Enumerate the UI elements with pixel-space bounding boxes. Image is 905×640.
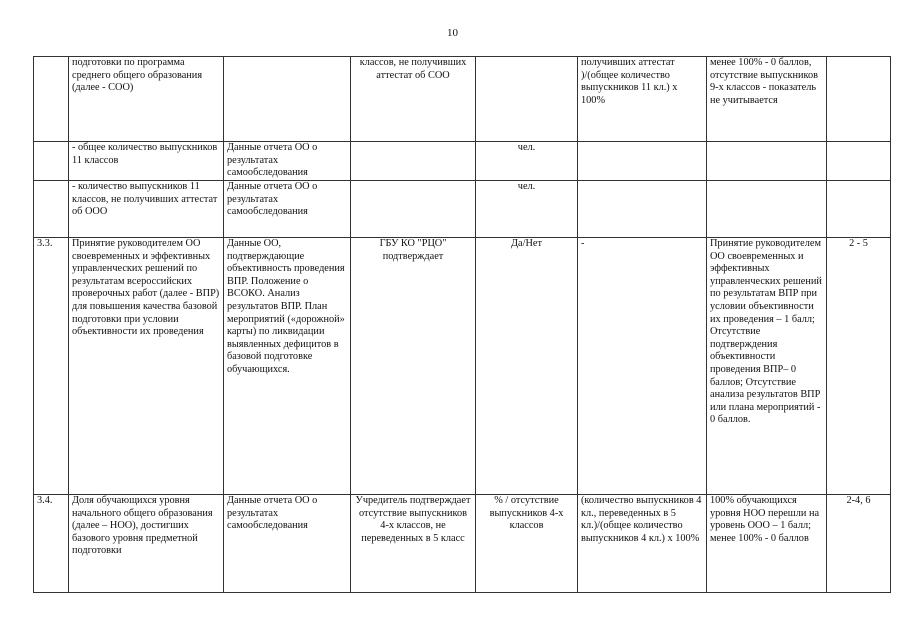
criteria-cell [707, 181, 827, 238]
score-cell [827, 57, 891, 142]
score-cell: 2 - 5 [827, 238, 891, 495]
source-cell: Данные отчета ОО о результатах самообследования [224, 181, 351, 238]
row-number [34, 181, 69, 238]
confirmation-cell [351, 181, 476, 238]
confirmation-cell: Учредитель подтверждает отсутствие выпускников 4-х классов, не переведенных в 5 класс [351, 495, 476, 593]
formula-cell: (количество выпускников 4 кл., переведенных в 5 кл.)/(общее количество выпускников 4 кл.) х 100% [578, 495, 707, 593]
table-row [34, 57, 891, 142]
formula-cell [578, 181, 707, 238]
indicator-cell: - количество выпускников 11 классов, не получивших аттестат об ООО [69, 181, 224, 238]
indicator-cell: Доля обучающихся уровня начального общего образования (далее – НОО), достигших базового уровня предметной подготовки [69, 495, 224, 593]
indicator-cell: Принятие руководителем ОО своевременных и эффективных управленческих решений по результатам всероссийских проверочных работ (далее - ВПР) для повышения качества базовой подготовки при условии объективности их проведения [69, 238, 224, 495]
source-cell: Данные ОО, подтверждающие объективность проведения ВПР. Положение о ВСОКО. Анализ результатов ВПР. План мероприятий («дорожной» карты) по ликвидации выявленных дефицитов в базовой подготовке обучающихся. [224, 238, 351, 495]
criteria-cell: Принятие руководителем ОО своевременных и эффективных управленческих решений по результатам ВПР при условии объективности их проведения – 1 балл; Отсутствие подтверждения объективности проведения ВПР– 0 баллов; Отсутствие анализа результатов ВПР или плана мероприятий - 0 баллов. [707, 238, 827, 495]
page-number: 10 [447, 27, 458, 39]
score-cell: 2-4, 6 [827, 495, 891, 593]
confirmation-cell [351, 142, 476, 181]
source-cell: Данные отчета ОО о результатах самообследования [224, 495, 351, 593]
source-cell [224, 57, 351, 142]
indicator-cell: - общее количество выпускников 11 классов [69, 142, 224, 181]
table-row [34, 495, 891, 593]
score-cell [827, 181, 891, 238]
table-row [34, 238, 891, 495]
criteria-cell: 100% обучающихся уровня НОО перешли на уровень ООО – 1 балл; менее 100% - 0 баллов [707, 495, 827, 593]
formula-cell [578, 142, 707, 181]
confirmation-cell: ГБУ КО "РЦО" подтверждает [351, 238, 476, 495]
row-number [34, 142, 69, 181]
score-cell [827, 142, 891, 181]
unit-cell [476, 57, 578, 142]
criteria-cell [707, 142, 827, 181]
unit-cell: Да/Нет [476, 238, 578, 495]
formula-cell: - [578, 238, 707, 495]
criteria-table [33, 56, 891, 593]
source-cell: Данные отчета ОО о результатах самообследования [224, 142, 351, 181]
unit-cell: чел. [476, 142, 578, 181]
indicator-cell: подготовки по программа среднего общего образования (далее - СОО) [69, 57, 224, 142]
unit-cell: чел. [476, 181, 578, 238]
table-row [34, 181, 891, 238]
formula-cell: получивших аттестат )/(общее количество выпускников 11 кл.) х 100% [578, 57, 707, 142]
row-number [34, 57, 69, 142]
row-number: 3.3. [34, 238, 69, 495]
table-row [34, 142, 891, 181]
row-number: 3.4. [34, 495, 69, 593]
unit-cell: % / отсутствие выпускников 4-х классов [476, 495, 578, 593]
criteria-cell: менее 100% - 0 баллов, отсутствие выпускников 9-х классов - показатель не учитывается [707, 57, 827, 142]
confirmation-cell: классов, не получивших аттестат об СОО [351, 57, 476, 142]
